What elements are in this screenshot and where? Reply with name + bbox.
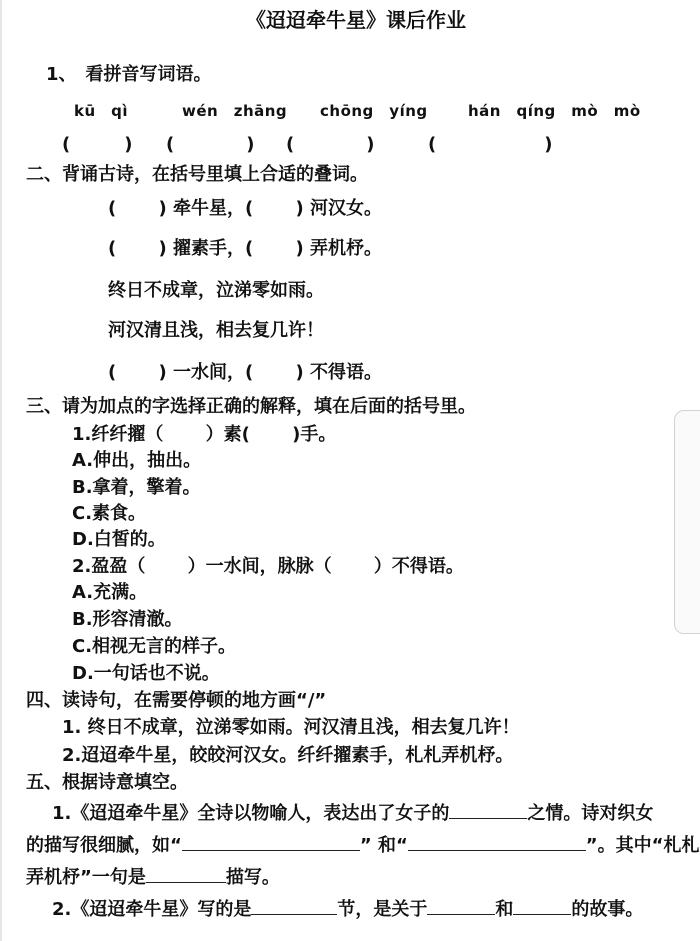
q5-text: 1.《迢迢牵牛星》全诗以物喻人，表达出了女子的 [52, 803, 450, 824]
q5-text: 的描写很细腻，如“ [26, 835, 182, 856]
q5-sentence-4 [52, 898, 643, 921]
answer-bracket-3[interactable]: ( ) [286, 134, 375, 155]
q1-heading: 1、 看拼音写词语。 [46, 64, 212, 85]
q4-line-1: 1. 终日不成章，泣涕零如雨。河汉清且浅，相去复几许！ [62, 717, 520, 738]
q5-text: 和 [495, 899, 514, 920]
poem-line-4: 河汉清且浅，相去复几许！ [108, 320, 324, 341]
q5-sentence-1 [52, 802, 653, 825]
q5-sentence-2 [26, 834, 699, 857]
blank-person-1[interactable] [427, 898, 495, 915]
q4-heading: 四、读诗句，在需要停顿的地方画“/” [26, 690, 327, 711]
q3-item-1[interactable]: 1.纤纤擢（ ）素( )手。 [72, 424, 337, 445]
q3-item-2[interactable]: 2.盈盈（ ）一水间，脉脉（ ）不得语。 [72, 556, 464, 577]
pinyin-3: chōng yíng [320, 102, 428, 120]
q3-heading: 三、请为加点的字选择正确的解释，填在后面的括号里。 [26, 396, 476, 417]
answer-bracket-4[interactable]: ( ) [428, 134, 553, 155]
poem-line-3: 终日不成章，泣涕零如雨。 [108, 280, 324, 301]
q3-option-2a: A.充满。 [72, 582, 148, 603]
q3-option-1b: B.拿着，擎着。 [72, 477, 201, 498]
q3-option-2c: C.相视无言的样子。 [72, 636, 237, 657]
page-title: 《迢迢牵牛星》课后作业 [246, 8, 466, 32]
q5-text: 描写。 [225, 867, 280, 888]
q3-option-2b: B.形容清澈。 [72, 609, 183, 630]
blank-person-2[interactable] [513, 898, 571, 915]
poem-line-5[interactable]: ( ) 一水间，( ) 不得语。 [108, 362, 382, 383]
answer-bracket-2[interactable]: ( ) [166, 134, 255, 155]
q3-option-1c: C.素食。 [72, 503, 147, 524]
q4-line-2: 2.迢迢牵牛星，皎皎河汉女。纤纤擢素手，札札弄机杼。 [62, 745, 514, 766]
q5-sentence-3 [26, 866, 280, 889]
pinyin-4: hán qíng mò mò [468, 102, 641, 120]
poem-line-1[interactable]: ( ) 牵牛星，( ) 河汉女。 [108, 198, 382, 219]
pinyin-2: wén zhāng [182, 102, 288, 120]
answer-bracket-1[interactable]: ( ) [62, 134, 133, 155]
q5-text: 的故事。 [571, 899, 644, 920]
q3-option-1a: A.伸出，抽出。 [72, 450, 202, 471]
q2-heading: 二、背诵古诗，在括号里填上合适的叠词。 [26, 164, 368, 185]
q5-text: ”。其中“札札 [585, 835, 700, 856]
q5-text: ” 和“ [359, 835, 408, 856]
blank-quote-2[interactable] [408, 834, 586, 851]
side-panel-handle[interactable] [674, 410, 700, 634]
poem-line-2[interactable]: ( ) 擢素手，( ) 弄机杼。 [108, 238, 382, 259]
q5-text: 之情。诗对织女 [527, 803, 654, 824]
q5-heading: 五、根据诗意填空。 [26, 772, 188, 793]
pinyin-1: kū qì [74, 102, 129, 120]
q3-option-2d: D.一句话也不说。 [72, 663, 220, 684]
q3-option-1d: D.白皙的。 [72, 529, 166, 550]
page-edge [0, 0, 2, 941]
q5-text: 弄机杼”一句是 [26, 867, 146, 888]
blank-quote-1[interactable] [182, 834, 360, 851]
blank-description-type[interactable] [146, 866, 226, 883]
blank-festival[interactable] [251, 898, 337, 915]
blank-feeling[interactable] [449, 802, 527, 819]
q5-text: 节，是关于 [337, 899, 428, 920]
q5-text: 2.《迢迢牵牛星》写的是 [52, 899, 252, 920]
